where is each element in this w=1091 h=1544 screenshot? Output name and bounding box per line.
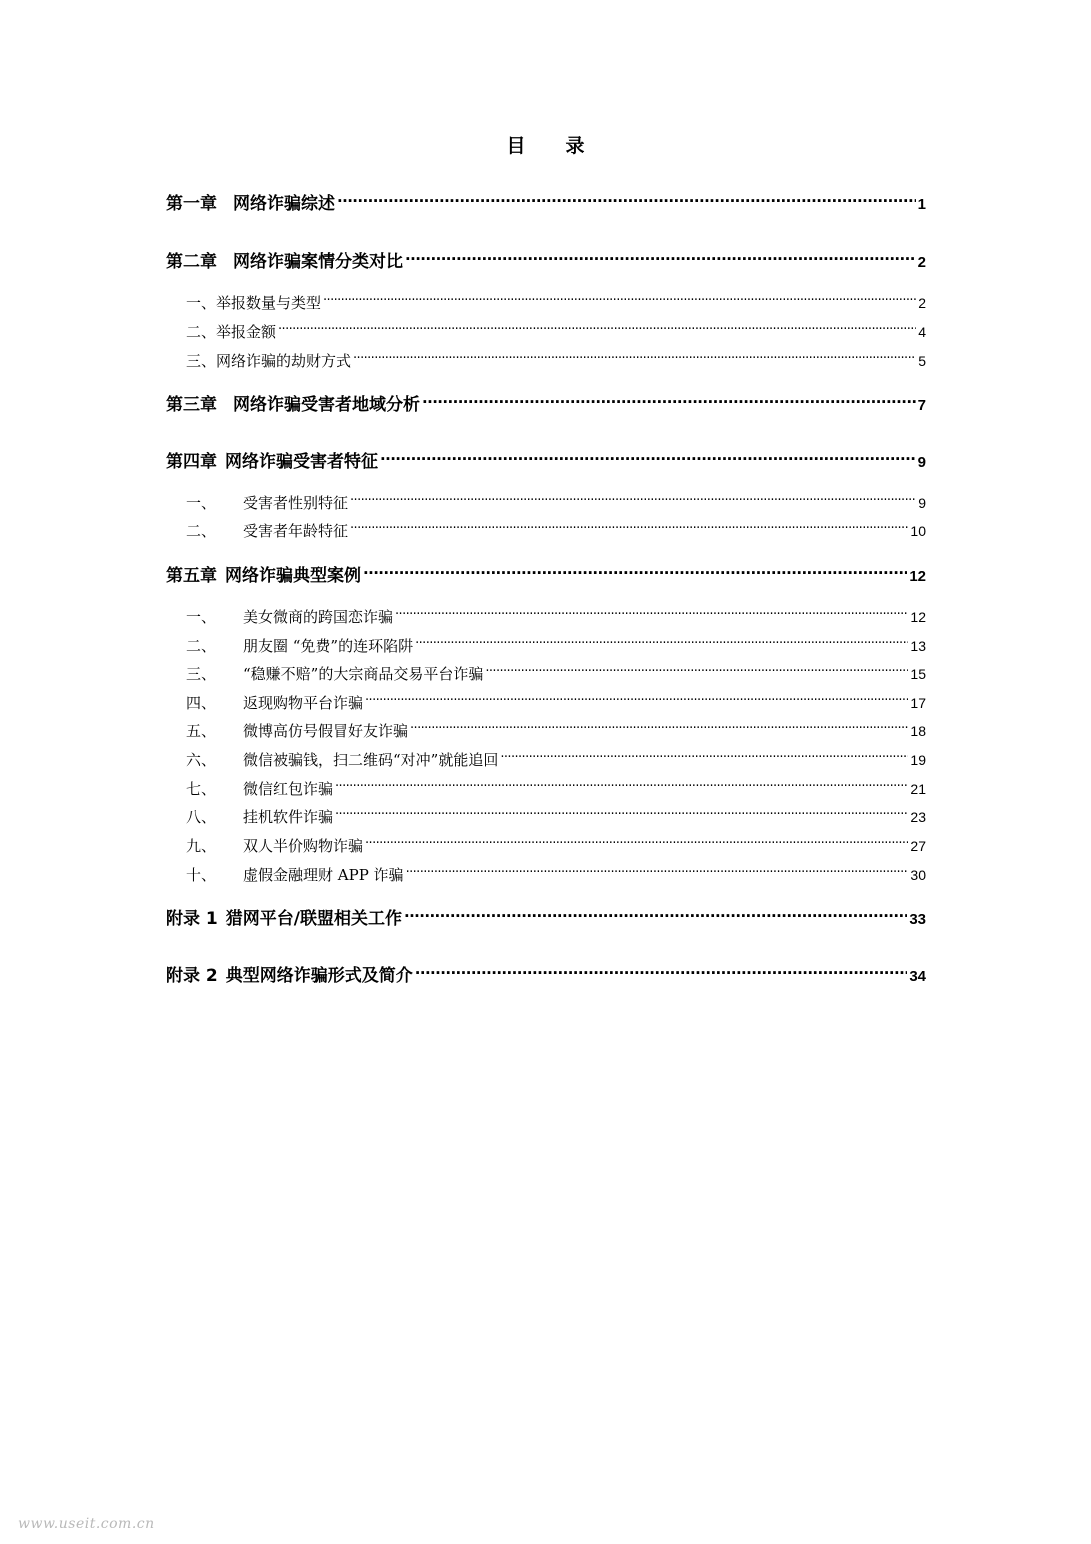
toc-section-5-10[interactable] bbox=[186, 864, 926, 886]
page-number: 9 bbox=[917, 454, 926, 471]
page-number: 2 bbox=[917, 254, 926, 271]
title-char-left: 目 bbox=[506, 135, 526, 157]
page-number: 12 bbox=[910, 609, 926, 625]
page-number: 5 bbox=[918, 353, 926, 369]
page-number: 4 bbox=[918, 324, 926, 340]
section-title: 二、举报金额 bbox=[186, 323, 277, 341]
dot-leader bbox=[335, 779, 908, 794]
section-number: 八、 bbox=[186, 808, 217, 826]
section-title: 返现购物平台诈骗 bbox=[243, 694, 364, 712]
section-number: 五、 bbox=[186, 722, 217, 740]
page-number: 23 bbox=[910, 809, 926, 825]
section-title: 受害者年龄特征 bbox=[243, 522, 349, 540]
section-title: 挂机软件诈骗 bbox=[243, 808, 334, 826]
chapter-title: 网络诈骗受害者特征 bbox=[225, 452, 378, 472]
dot-leader bbox=[363, 564, 907, 581]
dot-leader bbox=[335, 807, 908, 822]
dot-leader bbox=[422, 393, 916, 410]
section-number: 二、 bbox=[186, 637, 217, 655]
toc-section-5-9[interactable] bbox=[186, 835, 926, 857]
section-title: 朋友圈 “免费”的连环陷阱 bbox=[243, 637, 414, 655]
page-title bbox=[0, 133, 1091, 159]
toc-chapter-1[interactable] bbox=[166, 192, 926, 217]
section-title: “稳赚不赔”的大宗商品交易平台诈骗 bbox=[243, 665, 484, 683]
page-number: 13 bbox=[910, 638, 926, 654]
section-title: 双人半价购物诈骗 bbox=[243, 837, 364, 855]
dot-leader bbox=[415, 964, 908, 981]
toc-chapter-2[interactable] bbox=[166, 250, 926, 275]
toc-chapter-5[interactable] bbox=[166, 564, 926, 589]
section-number: 九、 bbox=[186, 837, 217, 855]
toc-section-4-2[interactable] bbox=[186, 520, 926, 542]
dot-leader bbox=[405, 250, 916, 267]
dot-leader bbox=[404, 907, 907, 924]
page-number: 33 bbox=[909, 911, 926, 928]
chapter-number: 第五章 bbox=[166, 566, 217, 586]
dot-leader bbox=[406, 865, 909, 880]
section-title: 微信被骗钱，扫二维码“对冲”就能追回 bbox=[243, 751, 499, 769]
title-char-right: 录 bbox=[565, 135, 585, 157]
section-title: 微博高仿号假冒好友诈骗 bbox=[243, 722, 409, 740]
dot-leader bbox=[415, 636, 908, 651]
toc-section-5-2[interactable] bbox=[186, 635, 926, 657]
dot-leader bbox=[350, 521, 908, 536]
section-number: 七、 bbox=[186, 780, 217, 798]
section-title: 受害者性别特征 bbox=[243, 494, 349, 512]
chapter-title: 网络诈骗综述 bbox=[233, 194, 335, 214]
toc-chapter-3[interactable] bbox=[166, 393, 926, 418]
page-number: 34 bbox=[909, 968, 926, 985]
appendix-title: 猎网平台/联盟相关工作 bbox=[225, 909, 402, 929]
watermark: www.useit.com.cn bbox=[18, 1516, 155, 1532]
page-number: 18 bbox=[910, 723, 926, 739]
toc-section-5-5[interactable] bbox=[186, 720, 926, 742]
page-number: 30 bbox=[910, 867, 926, 883]
section-title: 三、网络诈骗的劫财方式 bbox=[186, 352, 352, 370]
chapter-title: 网络诈骗受害者地域分析 bbox=[233, 395, 420, 415]
page-number: 2 bbox=[918, 295, 926, 311]
section-number: 十、 bbox=[186, 866, 217, 884]
dot-leader bbox=[485, 664, 908, 679]
section-number: 一、 bbox=[186, 494, 217, 512]
appendix-number: 附录 2 bbox=[166, 966, 218, 986]
toc-section-5-8[interactable] bbox=[186, 806, 926, 828]
section-number: 三、 bbox=[186, 665, 217, 683]
chapter-number: 第二章 bbox=[166, 252, 217, 272]
toc-section-5-4[interactable] bbox=[186, 692, 926, 714]
toc-appendix-2[interactable] bbox=[166, 964, 926, 989]
chapter-title: 网络诈骗案情分类对比 bbox=[233, 252, 403, 272]
page-number: 10 bbox=[910, 523, 926, 539]
section-title: 一、举报数量与类型 bbox=[186, 294, 322, 312]
section-title: 美女微商的跨国恋诈骗 bbox=[243, 608, 394, 626]
page-number: 15 bbox=[910, 666, 926, 682]
toc-appendix-1[interactable] bbox=[166, 907, 926, 932]
appendix-number: 附录 1 bbox=[166, 909, 218, 929]
dot-leader bbox=[350, 493, 916, 508]
toc-section-5-6[interactable] bbox=[186, 749, 926, 771]
page-number: 7 bbox=[917, 397, 926, 414]
page-number: 17 bbox=[910, 695, 926, 711]
dot-leader bbox=[365, 836, 908, 851]
dot-leader bbox=[365, 693, 908, 708]
section-number: 四、 bbox=[186, 694, 217, 712]
toc-section-2-2[interactable] bbox=[186, 321, 926, 343]
toc-section-5-3[interactable] bbox=[186, 663, 926, 685]
page-number: 12 bbox=[909, 568, 926, 585]
dot-leader bbox=[323, 293, 916, 308]
dot-leader bbox=[337, 192, 916, 209]
toc-section-4-1[interactable] bbox=[186, 492, 926, 514]
dot-leader bbox=[410, 721, 908, 736]
chapter-number: 第一章 bbox=[166, 194, 217, 214]
page-number: 21 bbox=[910, 781, 926, 797]
chapter-number: 第四章 bbox=[166, 452, 217, 472]
appendix-title: 典型网络诈骗形式及简介 bbox=[225, 966, 413, 986]
chapter-title: 网络诈骗典型案例 bbox=[225, 566, 361, 586]
section-title: 微信红包诈骗 bbox=[243, 780, 334, 798]
section-number: 二、 bbox=[186, 522, 217, 540]
dot-leader bbox=[395, 607, 908, 622]
page-number: 19 bbox=[910, 752, 926, 768]
toc-section-2-1[interactable] bbox=[186, 292, 926, 314]
dot-leader bbox=[353, 351, 916, 366]
page-number: 9 bbox=[918, 495, 926, 511]
chapter-number: 第三章 bbox=[166, 395, 217, 415]
dot-leader bbox=[380, 450, 916, 467]
page-number: 1 bbox=[917, 196, 926, 213]
section-number: 六、 bbox=[186, 751, 217, 769]
toc-chapter-4[interactable] bbox=[166, 450, 926, 475]
section-number: 一、 bbox=[186, 608, 217, 626]
page-number: 27 bbox=[910, 838, 926, 854]
section-title: 虚假金融理财 APP 诈骗 bbox=[243, 866, 404, 884]
toc-section-5-7[interactable] bbox=[186, 778, 926, 800]
dot-leader bbox=[278, 322, 916, 337]
dot-leader bbox=[500, 750, 908, 765]
toc-section-2-3[interactable] bbox=[186, 350, 926, 372]
toc-section-5-1[interactable] bbox=[186, 606, 926, 628]
